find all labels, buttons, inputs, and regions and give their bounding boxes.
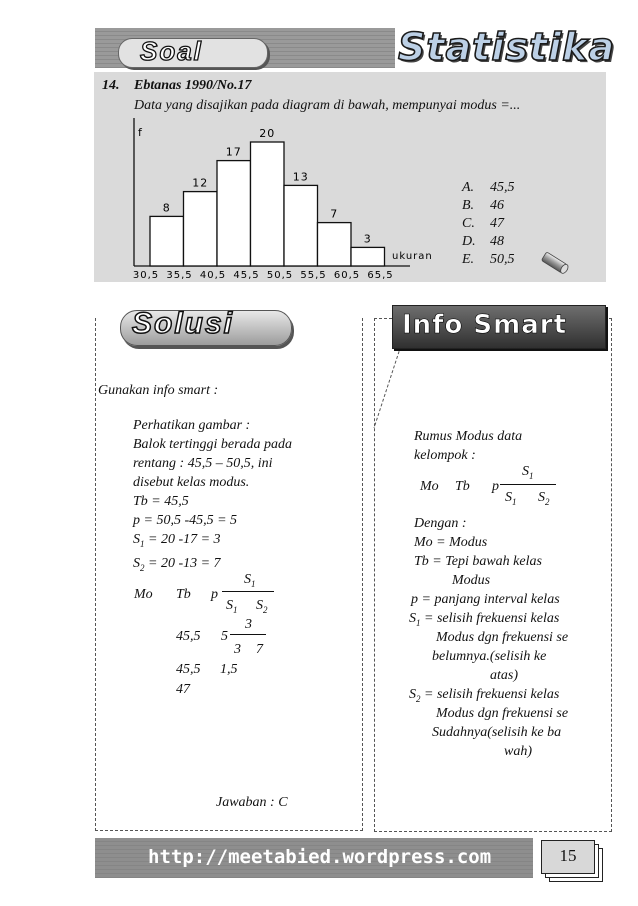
- info-formula-den-2: $S_2$: [538, 490, 550, 507]
- step1-num: 3: [245, 617, 252, 632]
- choice-value: 46: [490, 198, 504, 213]
- step1-a: 45,5: [176, 629, 201, 644]
- choice-e: [462, 252, 515, 268]
- choice-letter: A.: [462, 180, 475, 195]
- def-tb: Tb = Tepi bawah kelas: [414, 554, 542, 569]
- solusi-line: Tb = 45,5: [133, 494, 189, 509]
- x-tick-label: 40,5: [199, 270, 227, 281]
- fraction-bar: [222, 591, 274, 592]
- answer-choices: [462, 180, 515, 268]
- histogram-chart: [110, 110, 433, 281]
- histogram-bar: [184, 192, 218, 266]
- info-smart-label: Info Smart: [402, 310, 568, 340]
- x-tick-label: 45,5: [233, 270, 260, 281]
- choice-value: 45,5: [490, 180, 515, 195]
- x-tick-label: 55,5: [300, 270, 327, 281]
- soal-label: Soal: [140, 36, 203, 66]
- def-s1-cont: Modus dgn frekuensi se: [436, 630, 569, 645]
- step1-b: 5: [221, 629, 228, 644]
- info-formula-tb: Tb: [455, 479, 470, 494]
- def-tb-cont: Modus: [452, 573, 491, 588]
- info-formula-den-1: $S_1$: [505, 490, 517, 507]
- step1-den-a: 3: [234, 642, 241, 657]
- def-s2-cont: Sudahnya(selisih ke ba: [432, 725, 562, 740]
- solusi-line: rentang : 45,5 – 50,5, ini: [133, 456, 273, 471]
- y-axis-label: f: [138, 126, 142, 139]
- info-title: [414, 427, 522, 465]
- histogram-bar: [251, 142, 285, 266]
- bar-value-label: 3: [363, 232, 372, 246]
- page-number: 15: [559, 846, 577, 865]
- step1-den-b: 7: [256, 642, 263, 657]
- solusi-line: Balok tertinggi berada pada: [133, 437, 293, 452]
- x-tick-label: 30,5: [132, 270, 160, 281]
- choice-letter: D.: [462, 234, 476, 249]
- bar-value-label: 13: [292, 170, 309, 184]
- question-text: Data yang disajikan pada diagram di bawah, mempunyai modus =...: [134, 98, 521, 113]
- def-s1: $S_1$ = selisih frekuensi kelas: [409, 611, 560, 628]
- page-title: Statistika: [398, 25, 616, 69]
- x-tick-label: 50,5: [266, 270, 294, 281]
- solusi-formula-den-2: $S_2$: [256, 598, 268, 615]
- info-formula-num: $S_1$: [522, 464, 534, 481]
- step3: 47: [176, 682, 190, 697]
- choice-value: 48: [490, 234, 504, 249]
- x-axis-label: ukuran: [392, 251, 433, 262]
- info-title-line: kelompok :: [414, 448, 476, 463]
- info-dengan: Dengan :: [414, 516, 467, 531]
- choice-letter: E.: [462, 252, 475, 267]
- histogram-bar: [150, 216, 184, 266]
- bar-value-label: 17: [225, 145, 242, 159]
- def-p: p = panjang interval kelas: [411, 592, 560, 607]
- solusi-formula-tb: Tb: [176, 587, 191, 602]
- choice-letter: C.: [462, 216, 475, 231]
- solusi-explanation: [133, 416, 292, 578]
- choice-a: [462, 180, 515, 196]
- choice-value: 50,5: [490, 252, 515, 267]
- s2-line: $S_2 = 20$ -13 = 7: [133, 555, 221, 573]
- s1-line: $S_1 = 20$ -17 = 3: [133, 532, 221, 549]
- histogram-bar: [318, 223, 352, 266]
- choice-letter: B.: [462, 198, 475, 213]
- bar-value-label: 7: [330, 207, 339, 221]
- step2-a: 45,5: [176, 662, 201, 677]
- def-mo: Mo = Modus: [414, 535, 488, 550]
- solusi-formula-mo: Mo: [134, 587, 153, 602]
- solusi-line: Perhatikan gambar :: [133, 418, 251, 433]
- step2-b: 1,5: [220, 662, 238, 677]
- solusi-label: Solusi: [132, 307, 235, 340]
- answer-text: Jawaban : C: [216, 795, 288, 810]
- def-s2: $S_2$ = selisih frekuensi kelas: [409, 687, 560, 704]
- solusi-formula-den-1: $S_1$: [226, 598, 238, 615]
- histogram-bar: [351, 247, 385, 266]
- info-title-line: Rumus Modus data: [414, 429, 523, 444]
- footer-url[interactable]: http://meetabied.wordpress.com: [148, 846, 492, 868]
- solusi-line: p = 50,5 -45,5 = 5: [133, 513, 238, 528]
- choice-b: [462, 198, 515, 214]
- def-s2-cont: wah): [504, 744, 532, 759]
- question-source: Ebtanas 1990/No.17: [134, 78, 252, 93]
- histogram-bar: [217, 161, 251, 266]
- histogram-bar: [284, 185, 318, 266]
- fraction-bar: [230, 634, 266, 635]
- x-tick-label: 65,5: [367, 270, 394, 281]
- info-formula-p: p: [492, 479, 499, 494]
- def-s1-cont: atas): [490, 668, 518, 683]
- fraction-bar: [500, 484, 556, 485]
- bar-value-label: 12: [192, 176, 209, 190]
- x-tick-label: 60,5: [333, 270, 361, 281]
- choice-d: [462, 234, 515, 250]
- choice-c: [462, 216, 515, 232]
- choice-value: 47: [490, 216, 504, 231]
- solusi-formula-p: p: [211, 587, 218, 602]
- solusi-intro: Gunakan info smart :: [98, 383, 219, 398]
- bolt-icon: [538, 250, 572, 276]
- solusi-line: disebut kelas modus.: [133, 475, 250, 490]
- def-s2-cont: Modus dgn frekuensi se: [436, 706, 569, 721]
- x-tick-label: 35,5: [166, 270, 193, 281]
- bar-value-label: 20: [259, 127, 276, 140]
- solusi-formula-num: $S_1$: [244, 572, 256, 589]
- def-s1-cont: belumnya.(selisih ke: [432, 649, 547, 664]
- info-formula-mo: Mo: [420, 479, 439, 494]
- question-number: 14.: [102, 78, 120, 93]
- bar-value-label: 8: [162, 201, 171, 215]
